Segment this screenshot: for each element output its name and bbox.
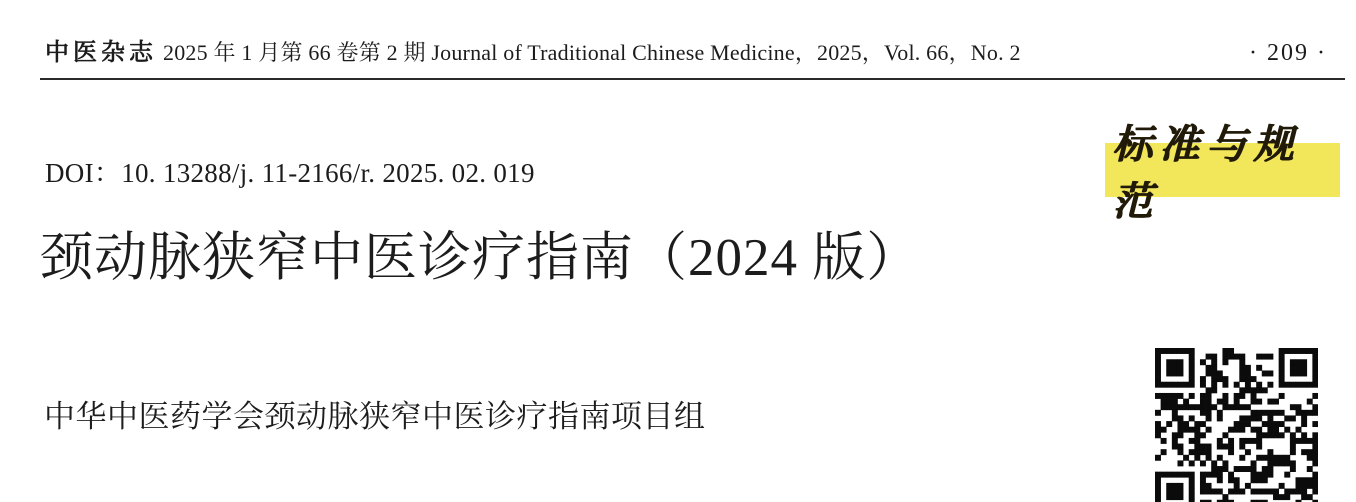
qr-code-svg (1155, 348, 1318, 502)
column-badge: 标准与规范 (1105, 143, 1340, 197)
author-group: 中华中医药学会颈动脉狭窄中医诊疗指南项目组 (44, 399, 706, 434)
qr-code-icon (1155, 348, 1318, 502)
issue-info: 2025 年 1 月第 66 卷第 2 期 Journal of Traditional Chinese Medicine，2025，Vol. 66，No. 2 (163, 40, 1021, 65)
journal-citation (45, 40, 1021, 66)
running-head (45, 40, 1327, 66)
page-number: · 209 · (1249, 40, 1327, 66)
doi-text: DOI：10. 13288/j. 11-2166/r. 2025. 02. 019 (45, 158, 535, 188)
header-rule (40, 78, 1345, 80)
article-title: 颈动脉狭窄中医诊疗指南（2024 版） (40, 229, 921, 287)
journal-name-cn: 中医杂志 (45, 40, 157, 66)
